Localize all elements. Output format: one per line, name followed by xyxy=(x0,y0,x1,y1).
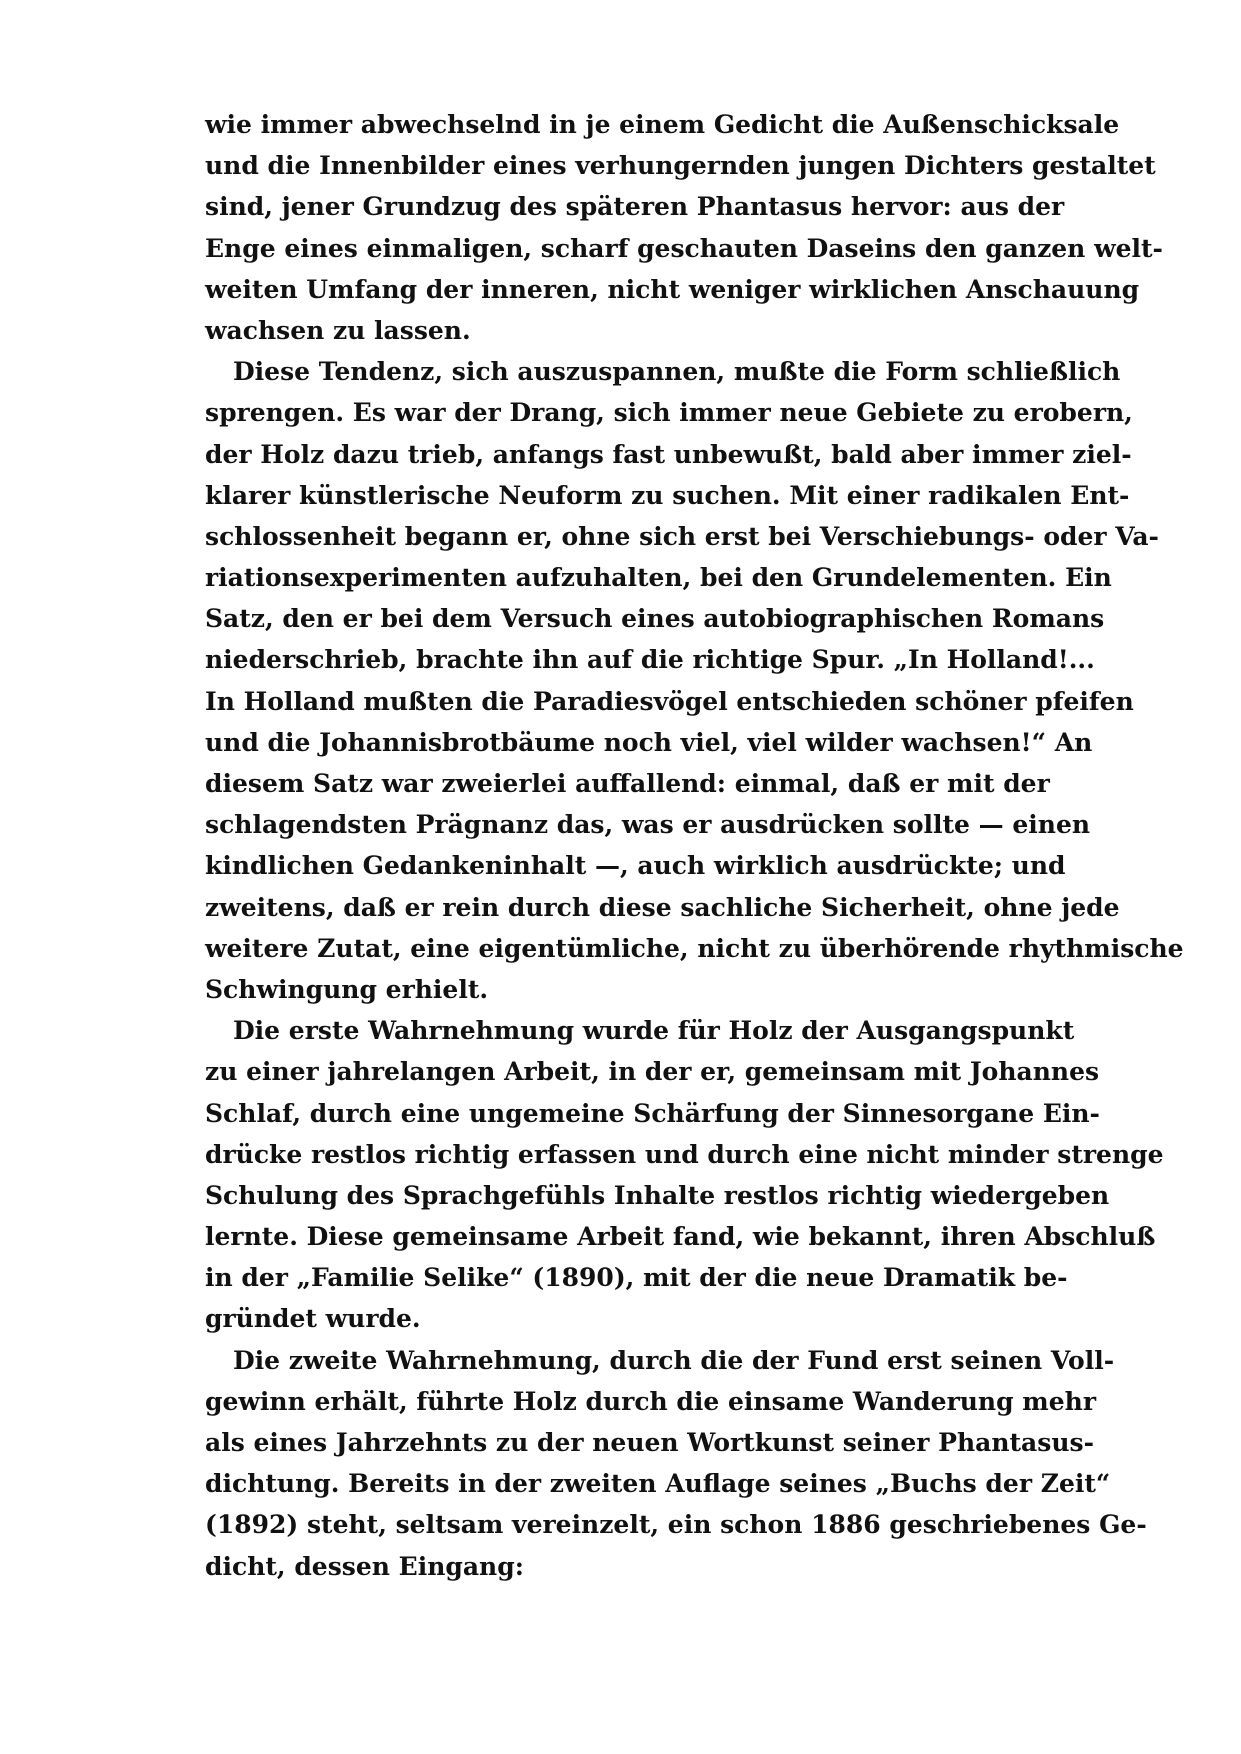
text-line: (1892) steht, seltsam vereinzelt, ein schon 1886 geschriebenes Ge- xyxy=(205,1510,1147,1540)
text-line: dichtung. Bereits in der zweiten Auflage seines „Buchs der Zeit“ xyxy=(205,1469,1111,1499)
text-line: Die erste Wahrnehmung wurde für Holz der Ausgangspunkt xyxy=(233,1016,1075,1046)
text-line: riationsexperimenten aufzuhalten, bei den Grundelementen. Ein xyxy=(205,563,1112,593)
text-line: klarer künstlerische Neuform zu suchen. Mit einer radikalen Ent- xyxy=(205,480,1130,510)
paragraph-2 xyxy=(205,351,1184,1010)
text-line: zweitens, daß er rein durch diese sachliche Sicherheit, ohne jede xyxy=(205,892,1120,922)
text-line: gewinn erhält, führte Holz durch die einsame Wanderung mehr xyxy=(205,1386,1097,1416)
text-line: schlossenheit begann er, ohne sich erst bei Verschiebungs- oder Va- xyxy=(205,521,1159,551)
text-line: wachsen zu lassen. xyxy=(205,315,471,345)
text-line: zu einer jahrelangen Arbeit, in der er, gemeinsam mit Johannes xyxy=(205,1057,1100,1087)
text-line: dicht, dessen Eingang: xyxy=(205,1551,524,1581)
text-line: Die zweite Wahrnehmung, durch die der Fund erst seinen Voll- xyxy=(233,1345,1115,1375)
text-line: sprengen. Es war der Drang, sich immer neue Gebiete zu erobern, xyxy=(205,398,1133,428)
text-line: drücke restlos richtig erfassen und durch eine nicht minder strenge xyxy=(205,1139,1164,1169)
text-line: in der „Familie Selike“ (1890), mit der die neue Dramatik be- xyxy=(205,1263,1068,1293)
text-line: und die Johannisbrotbäume noch viel, viel wilder wachsen!“ An xyxy=(205,727,1093,757)
text-line: gründet wurde. xyxy=(205,1304,421,1334)
text-line: als eines Jahrzehnts zu der neuen Wortkunst seiner Phantasus- xyxy=(205,1428,1094,1457)
paragraph-1 xyxy=(205,104,1163,351)
text-line: Diese Tendenz, sich auszuspannen, mußte die Form schließlich xyxy=(233,357,1121,387)
text-line: Enge eines einmaligen, scharf geschauten Daseins den ganzen welt- xyxy=(205,233,1163,263)
text-line: Schwingung erhielt. xyxy=(205,974,489,1004)
text-line: In Holland mußten die Paradiesvögel entschieden schöner pfeifen xyxy=(205,686,1134,716)
text-line: und die Innenbilder eines verhungernden jungen Dichters gestaltet xyxy=(205,151,1156,181)
paragraph-4 xyxy=(205,1340,1147,1587)
text-line: der Holz dazu trieb, anfangs fast unbewußt, bald aber immer ziel- xyxy=(205,439,1132,469)
text-line: sind, jener Grundzug des späteren Phantasus hervor: aus der xyxy=(205,192,1065,222)
body-text xyxy=(205,104,1184,1587)
text-line: niederschrieb, brachte ihn auf die richtige Spur. „In Holland!... xyxy=(205,645,1095,675)
text-line: diesem Satz war zweierlei auffallend: einmal, daß er mit der xyxy=(205,769,1050,798)
text-line: Schlaf, durch eine ungemeine Schärfung der Sinnesorgane Ein- xyxy=(205,1098,1100,1128)
text-line: weiten Umfang der inneren, nicht weniger wirklichen Anschauung xyxy=(205,274,1140,304)
text-line: kindlichen Gedankeninhalt —, auch wirklich ausdrückte; und xyxy=(205,851,1066,881)
text-line: wie immer abwechselnd in je einem Gedicht die Außenschicksale xyxy=(205,110,1120,139)
text-line: schlagendsten Prägnanz das, was er ausdrücken sollte — einen xyxy=(205,810,1091,840)
text-line: Satz, den er bei dem Versuch eines autobiographischen Romans xyxy=(205,604,1105,634)
paragraph-3 xyxy=(205,1010,1164,1340)
text-line: lernte. Diese gemeinsame Arbeit fand, wie bekannt, ihren Abschluß xyxy=(205,1222,1156,1252)
text-line: weitere Zutat, eine eigentümliche, nicht zu überhörende rhythmische xyxy=(205,933,1184,963)
text-line: Schulung des Sprachgefühls Inhalte restlos richtig wiedergeben xyxy=(205,1180,1110,1210)
